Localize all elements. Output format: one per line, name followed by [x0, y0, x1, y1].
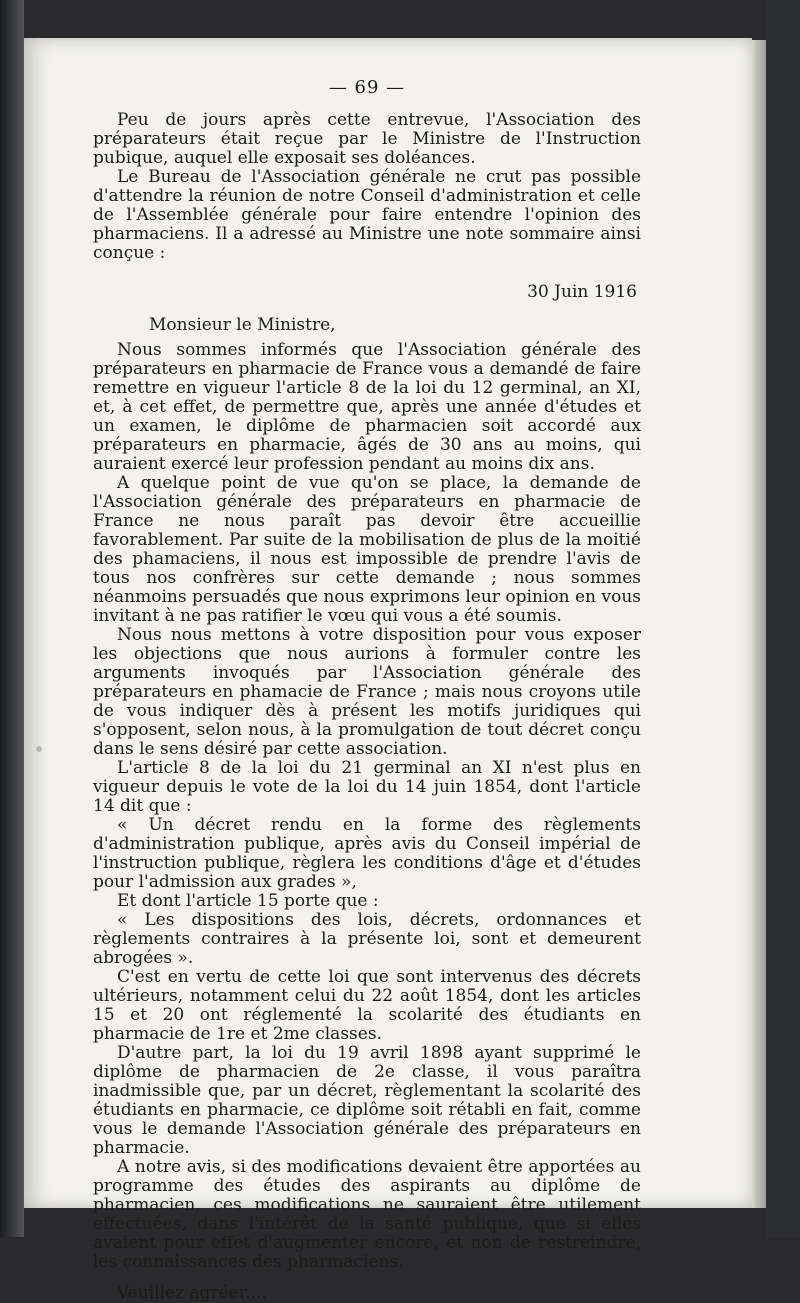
letter-date: 30 Juin 1916 [527, 282, 637, 302]
letter-paragraph-3: Nous nous mettons à votre disposition pour vous exposer les objections que nous aurions à formuler contre les arguments invoqués par l'Association générale des préparateurs en phamacie de France ; mais nous croyons utile de vous indiquer dès à présent les motifs juridiques qui s'opposent, selon nous, à la promulgation de tout décret conçu dans le sens désiré par cette association. [93, 625, 641, 759]
page-text [93, 78, 641, 1303]
paper-spot [36, 746, 42, 752]
letter-paragraph-6: C'est en vertu de cette loi que sont intervenus des décrets ultérieurs, notamment celui du 22 août 1854, dont les articles 15 et 20 ont réglementé la scolarité des étudiants en pharmacie de 1re et 2me classes. [93, 967, 641, 1044]
letter-paragraph-7: D'autre part, la loi du 19 avril 1898 ayant supprimé le diplôme de pharmacien de 2e classe, il vous paraîtra inadmissible que, par un décret, règlementant la scolarité des étudiants en pharmacie, ce diplôme soit rétabli en fait, comme vous le demande l'Association générale des préparateurs en pharmacie. [93, 1043, 641, 1158]
page-number: — 69 — [328, 77, 406, 98]
background-edge [766, 0, 800, 1237]
letter-closing: Veuillez agréer.... [117, 1283, 267, 1303]
intro-paragraph-1: Peu de jours après cette entrevue, l'Association des préparateurs était reçue par le Ministre de l'Instruction pubique, auquel elle exposait ses doléances. [93, 110, 641, 168]
page-edge [752, 40, 766, 1208]
letter-salutation: Monsieur le Ministre, [149, 315, 336, 335]
book-binding [0, 0, 24, 1237]
letter-paragraph-8: A notre avis, si des modifications devaient être apportées au programme des études des aspirants au diplôme de pharmacien, ces modifications ne sauraient être utilement effectuées, dans l'intérêt de la santé publique, que si elles avaient pour effet d'augmenter encore, et non de restreindre, les connaissances des pharmaciens. [93, 1157, 641, 1272]
letter-paragraph-4: L'article 8 de la loi du 21 germinal an XI n'est plus en vigueur depuis le vote de la loi du 14 juin 1854, dont l'article 14 dit que : [93, 758, 641, 816]
intro-paragraph-2: Le Bureau de l'Association générale ne crut pas possible d'attendre la réunion de notre Conseil d'administration et celle de l'Assemblée générale pour faire entendre l'opinion des pharmaciens. Il a adressé au Ministre une note sommaire ainsi conçue : [93, 167, 641, 263]
letter-paragraph-2: A quelque point de vue qu'on se place, la demande de l'Association générale des préparateurs en pharmacie de France ne nous paraît pas devoir être accueillie favorablement. Par suite de la mobilisation de plus de la moitié des phamaciens, il nous est impossible de prendre l'avis de tous nos confrères sur cette demande ; nous sommes néanmoins persuadés que nous exprimons leur opinion en vous invitant à ne pas ratifier le vœu qui vous a été soumis. [93, 473, 641, 626]
letter-paragraph-5: Et dont l'article 15 porte que : [117, 891, 379, 911]
letter-quote-2: « Les dispositions des lois, décrets, ordonnances et règlements contraires à la présente loi, sont et demeurent abrogées ». [93, 910, 641, 968]
letter-paragraph-1: Nous sommes informés que l'Association générale des préparateurs en pharmacie de France vous a demandé de faire remettre en vigueur l'article 8 de la loi du 12 germinal, an XI, et, à cet effet, de permettre que, après une année d'études et un examen, le diplôme de pharmacien soit accordé aux préparateurs en pharmacie, âgés de 30 ans au moins, qui auraient exercé leur profession pendant au moins dix ans. [93, 340, 641, 474]
letter-quote-1: « Un décret rendu en la forme des règlements d'administration publique, après avis du Conseil impérial de l'instruction publique, règlera les conditions d'âge et d'études pour l'admission aux grades », [93, 815, 641, 892]
